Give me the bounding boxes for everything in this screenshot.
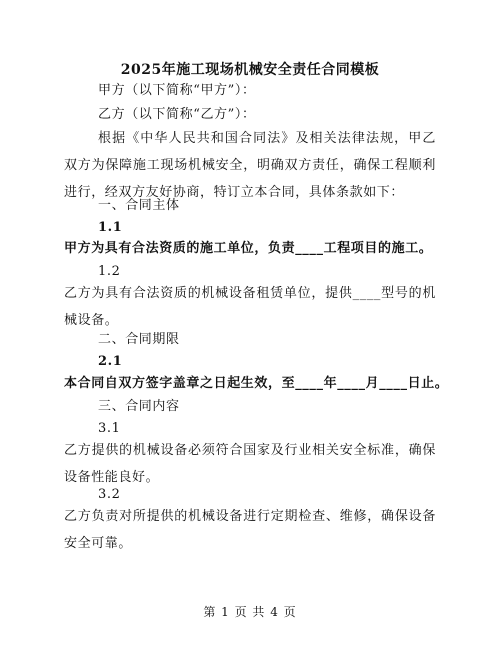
- preamble-paragraph: 根据《中华人民共和国合同法》及相关法律法规，甲乙双方为保障施工现场机械安全，明确双方责任，确保工程顺利进行，经双方友好协商，特订立本合同，具体条款如下：: [64, 131, 436, 200]
- page-footer: 第 1 页 共 4 页: [203, 605, 297, 619]
- section-heading-1: 一、合同主体: [98, 198, 180, 213]
- document-title: 2025年施工现场机械安全责任合同模板: [120, 62, 380, 78]
- clause-text-3-2: 乙方负责对所提供的机械设备进行定期检查、维修，确保设备安全可靠。: [64, 509, 436, 551]
- clause-number-1-2: 1.2: [98, 264, 121, 279]
- clause-number-1-1: 1.1: [98, 220, 123, 235]
- clause-number-3-2: 3.2: [98, 487, 121, 502]
- clause-text-1-2: 乙方为具有合法资质的机械设备租赁单位，提供____型号的机械设备。: [64, 286, 436, 328]
- party-a-line: 甲方（以下简称“甲方”）：: [98, 83, 256, 98]
- clause-number-2-1: 2.1: [98, 354, 123, 369]
- clause-text-2-1: 本合同自双方签字盖章之日起生效，至____年____月____日止。: [64, 376, 449, 391]
- party-b-line: 乙方（以下简称“乙方”）：: [98, 107, 256, 122]
- clause-text-1-1: 甲方为具有合法资质的施工单位，负责____工程项目的施工。: [64, 241, 433, 256]
- clause-number-3-1: 3.1: [98, 421, 121, 436]
- section-heading-2: 二、合同期限: [98, 332, 180, 347]
- section-heading-3: 三、合同内容: [98, 399, 180, 414]
- clause-text-3-1: 乙方提供的机械设备必须符合国家及行业相关安全标准，确保设备性能良好。: [64, 443, 436, 485]
